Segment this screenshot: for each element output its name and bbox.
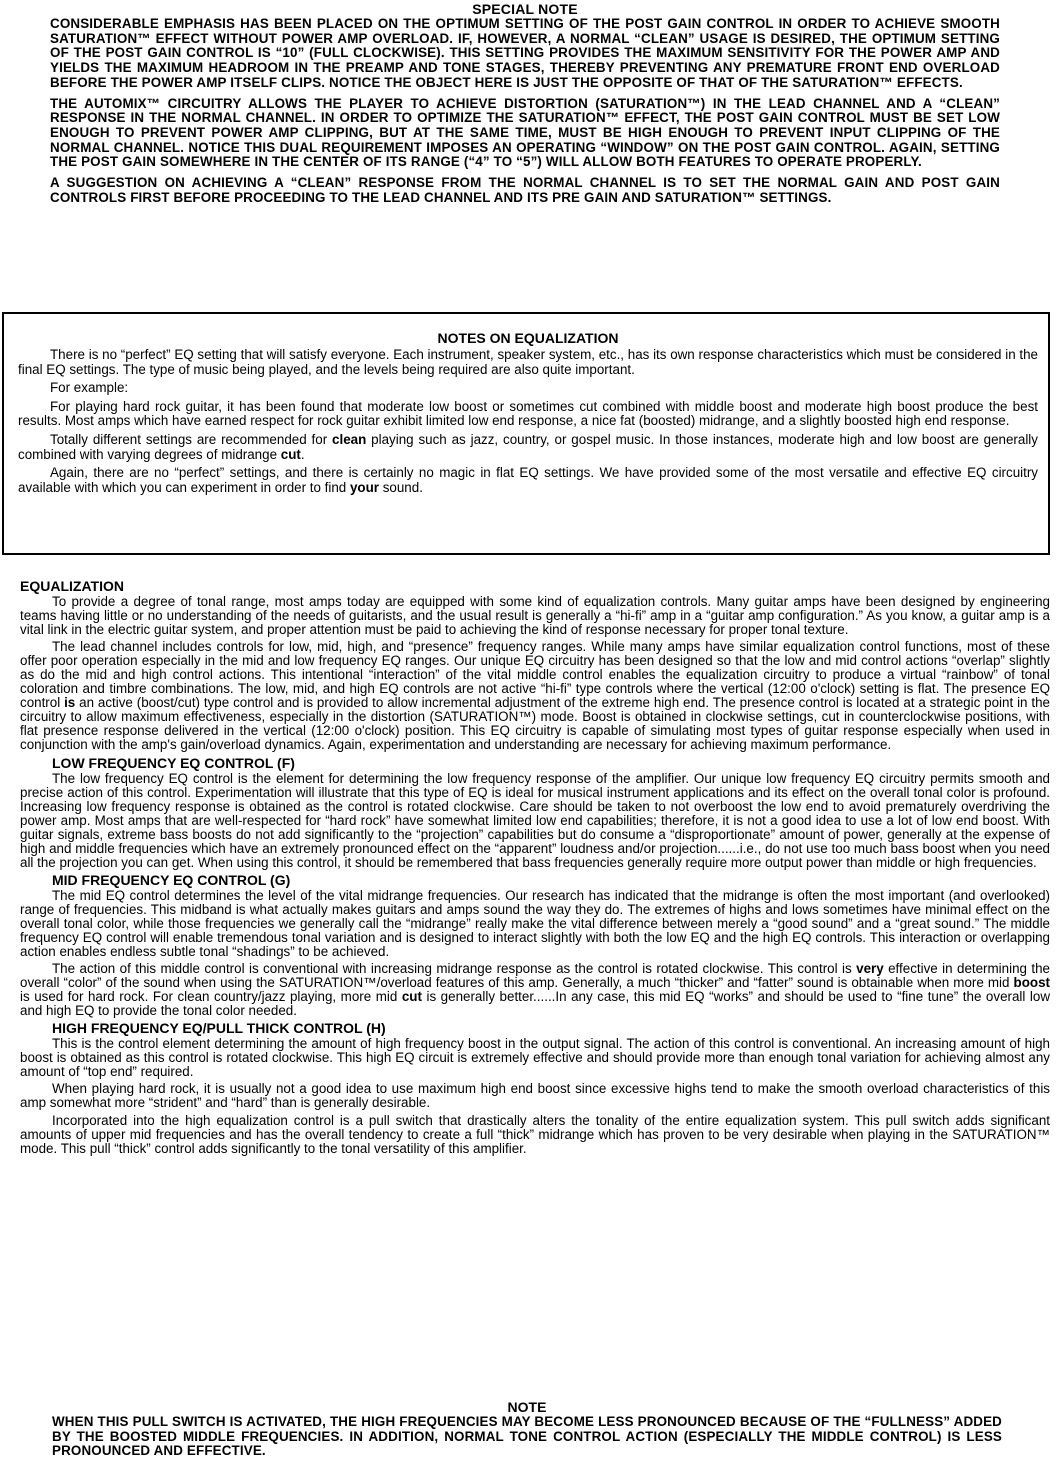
- final-note-text: WHEN THIS PULL SWITCH IS ACTIVATED, THE HIGH FREQUENCIES MAY BECOME LESS PRONOUNCED BECAUSE OF THE “FULLNESS” ADDED BY THE BOOSTED MIDDLE FREQUENCIES. IN ADDITION, NORMAL TONE CONTROL ACTION (ESPECIALLY THE MIDDLE CONTROL) IS LESS PRONOUNCED AND EFFECTIVE.: [52, 1414, 1002, 1458]
- text-run: .: [300, 446, 305, 462]
- emphasis-cut: cut: [280, 446, 301, 462]
- eq-notes-paragraph-1: There is no “perfect” EQ setting that will satisfy everyone. Each instrument, speaker system, etc., has its own response characteristics which must be considered in the final EQ settings. The type of music being played, and the levels being required are also quite important.: [18, 347, 1038, 377]
- equalization-title: EQUALIZATION: [20, 578, 124, 594]
- mid-eq-text-2: [20, 962, 1050, 1018]
- final-note-title: NOTE: [507, 1399, 547, 1415]
- text-run: playing such as jazz, country, or gospel music. In those instances, moderate high and low boost are generally combined with varying degrees of midrange: [18, 431, 1038, 462]
- equalization-intro-2: [20, 640, 1050, 752]
- emphasis-your: your: [349, 479, 379, 495]
- text-run: effective in determining the overall “color” of the sound when using the SATURATION™/overload features of this amp. Generally, a much “thicker” and “fatter” sound is obtainable when more mid: [20, 961, 1050, 991]
- text-run: The lead channel includes controls for low, mid, high, and “presence” frequency ranges. While many amps have similar equalization control functions, most of these offer poor operation especially in the mid and low frequency EQ ranges. Our unique EQ circuitry has been designed so that the low and mid control actions “overlap” slightly as do the mid and high control actions. This intentional “interaction” of the vital middle control enables the equalization circuitry to produce a virtual “rainbow” of tonal coloration and timbre combinations. The low, mid, and high EQ controls are not active “hi-fi” type controls where the vertical (12:00 o'clock) setting is flat. The presence EQ control: [20, 639, 1050, 711]
- text-run: sound.: [379, 479, 423, 495]
- equalization-section: [20, 578, 1050, 1159]
- text-run: Totally different settings are recommended for: [50, 431, 333, 447]
- eq-notes-paragraph-5: [18, 466, 1038, 495]
- text-run: is used for hard rock. For clean country/jazz playing, more mid: [20, 989, 402, 1005]
- mid-eq-heading: MID FREQUENCY EQ CONTROL (G): [52, 871, 291, 888]
- text-run: is generally better......In any case, this mid EQ “works” and should be used to “fine tune” the overall low and high EQ to provide the tonal color needed.: [20, 989, 1051, 1019]
- high-eq-heading: HIGH FREQUENCY EQ/PULL THICK CONTROL (H): [52, 1020, 386, 1037]
- special-note-section: [50, 2, 1000, 211]
- text-run: an active (boost/cut) type control and is provided to allow incremental adjustment of the extreme high end. The presence control is located at a strategic point in the circuitry to allow maximum effectiveness, especially in the distortion (SATURATION™) mode. Boost is obtained in clockwise settings, cut in counterclockwise positions, with flat presence response delivered in the vertical (12:00 o'clock) position. This EQ circuitry is capable of simulating most types of guitar response especially when used in conjunction with the amp's gain/overload dynamics. Again, experimentation and understanding are necessary for achieving maximum performance.: [20, 695, 1050, 753]
- eq-notes-title: NOTES ON EQUALIZATION: [437, 330, 619, 346]
- emphasis-is: is: [64, 695, 76, 711]
- emphasis-very: very: [856, 961, 884, 977]
- special-note-paragraph-1: CONSIDERABLE EMPHASIS HAS BEEN PLACED ON THE OPTIMUM SETTING OF THE POST GAIN CONTROL IN ORDER TO ACHIEVE SMOOTH SATURATION™ EFFECT WITHOUT POWER AMP OVERLOAD. IF, HOWEVER, A NORMAL “CLEAN” USAGE IS DESIRED, THE OPTIMUM SETTING OF THE POST GAIN CONTROL IS “10” (FULL CLOCKWISE). THIS SETTING PROVIDES THE MAXIMUM SENSITIVITY FOR THE POWER AMP AND YIELDS THE MAXIMUM HEADROOM IN THE PREAMP AND TONE STAGES, THEREBY PREVENTING ANY PREMATURE FRONT END OVERLOAD BEFORE THE POWER AMP ITSELF CLIPS. NOTICE THE OBJECT HERE IS JUST THE OPPOSITE OF THAT OF THE SATURATION™ EFFECTS.: [50, 16, 1000, 90]
- text-run: The action of this middle control is conventional with increasing midrange response as the control is rotated clockwise. This control is: [52, 961, 857, 977]
- low-eq-heading: LOW FREQUENCY EQ CONTROL (F): [52, 754, 295, 771]
- equalization-intro-1: To provide a degree of tonal range, most amps today are equipped with some kind of equalization controls. Many guitar amps have been designed by engineering teams having little or no understanding of the needs of guitarists, and the usual result is generally a “hi-fi” amp in a “guitar amp configuration.” As you know, a guitar amp is a vital link in the electric guitar system, and proper attention must be paid to achieving the kind of response necessary for proper tonal texture.: [20, 594, 1050, 638]
- eq-notes-paragraph-2: For example:: [50, 380, 129, 396]
- emphasis-boost: boost: [1013, 975, 1050, 991]
- high-eq-text-1: This is the control element determining the amount of high frequency boost in the output signal. The action of this control is conventional. An increasing amount of high boost is obtained as this control is rotated clockwise. This high EQ circuit is extremely effective and should provide more than enough tonal variation for achieving almost any amount of “top end” required.: [20, 1036, 1050, 1080]
- eq-notes-paragraph-3: For playing hard rock guitar, it has been found that moderate low boost or sometimes cut combined with middle boost and moderate high boost produce the best results. Most amps which have earned respect for rock guitar exhibit limited low end response, a nice fat (boosted) midrange, and a slightly boosted high end response.: [18, 398, 1038, 429]
- high-eq-text-3: Incorporated into the high equalization control is a pull switch that drastically alters the tonality of the entire equalization system. This pull switch adds significant amounts of upper mid frequencies and has the overall tendency to create a full “thick” midrange which has proven to be very desirable when playing in the SATURATION™ mode. This pull “thick” control adds significantly to the tonal versatility of this amplifier.: [20, 1112, 1050, 1156]
- eq-notes-paragraph-4: [18, 433, 1038, 462]
- emphasis-clean: clean: [332, 431, 367, 447]
- high-eq-text-2: When playing hard rock, it is usually not a good idea to use maximum high end boost since excessive highs tend to make the smooth overload characteristics of this amp somewhat more “strident” and “hard” than is generally desirable.: [20, 1081, 1050, 1111]
- special-note-title: SPECIAL NOTE: [472, 1, 578, 17]
- low-eq-text: The low frequency EQ control is the element for determining the low frequency response of the amplifier. Our unique low frequency EQ circuitry permits smooth and precise action of this control. Experimentation will illustrate that this type of EQ is ideal for musical instrument applications and its effect on the overall tonal color is profound. Increasing low frequency response is obtained as the control is rotated clockwise. Care should be taken to not overboost the low end to avoid prematurely overdriving the power amp. Most amps that are well-respected for “hard rock” have somewhat limited low end capabilities; therefore, it is not a good idea to use a lot of low end boost. With guitar signals, extreme bass boosts do not add significantly to the “projection” capabilities but do consume a “disproportionate” amount of power, generally at the expense of high and middle frequencies which have an extremely pronounced effect on the “apparent” loudness and/or projection......i.e., do not use too much bass boost when you need all the projection you can get. When using this control, it should be remembered that bass frequencies generally require more output power than middle or high frequencies.: [20, 770, 1050, 870]
- mid-eq-text-1: The mid EQ control determines the level of the vital midrange frequencies. Our research has indicated that the midrange is often the most important (and overlooked) range of frequencies. This midband is what actually makes guitars and amps sound the way they do. The extremes of highs and lows sometimes have minimal effect on the overall tonal color, while those frequencies we generally call the “midrange” really make the vital difference between merely a “good sound” and a “great sound.” The middle frequency EQ control will enable tremendous tonal variation and is designed to interact slightly with both the low EQ and the high EQ controls. This interaction or overlapping action enables endless subtle tonal “shadings” to be achieved.: [20, 887, 1050, 960]
- special-note-paragraph-2: THE AUTOMIX™ CIRCUITRY ALLOWS THE PLAYER TO ACHIEVE DISTORTION (SATURATION™) IN THE LEAD CHANNEL AND A “CLEAN” RESPONSE IN THE NORMAL CHANNEL. IN ORDER TO OPTIMIZE THE SATURATION™ EFFECT, THE POST GAIN CONTROL MUST BE SET LOW ENOUGH TO PREVENT POWER AMP CLIPPING, BUT AT THE SAME TIME, MUST BE HIGH ENOUGH TO PREVENT INPUT CLIPPING OF THE NORMAL CHANNEL. NOTICE THIS DUAL REQUIREMENT IMPOSES AN OPERATING “WINDOW” ON THE POST GAIN CONTROL. AGAIN, SETTING THE POST GAIN SOMEWHERE IN THE CENTER OF ITS RANGE (“4” TO “5”) WILL ALLOW BOTH FEATURES TO OPERATE PROPERLY.: [50, 95, 1000, 170]
- final-note-section: [52, 1400, 1002, 1459]
- special-note-paragraph-3: A SUGGESTION ON ACHIEVING A “CLEAN” RESPONSE FROM THE NORMAL CHANNEL IS TO SET THE NORMAL GAIN AND POST GAIN CONTROLS FIRST BEFORE PROCEEDING TO THE LEAD CHANNEL AND ITS PRE GAIN AND SATURATION™ SETTINGS.: [50, 175, 1000, 205]
- emphasis-cut: cut: [401, 989, 422, 1005]
- text-run: Again, there are no “perfect” settings, and there is certainly no magic in flat EQ settings. We have provided some of the most versatile and effective EQ circuitry available with which you can experiment in order to find: [18, 465, 1038, 495]
- eq-notes-box: [2, 312, 1050, 555]
